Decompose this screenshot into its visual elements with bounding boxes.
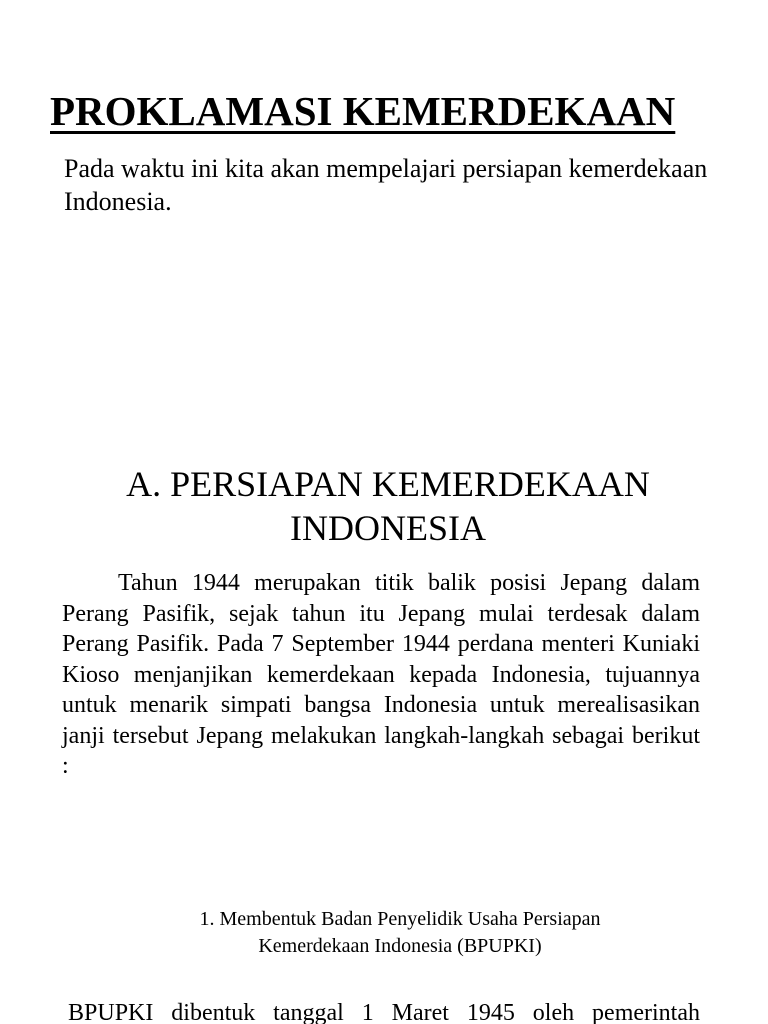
section-heading: A. PERSIAPAN KEMERDEKAAN INDONESIA (126, 464, 650, 548)
list-item-1: 1. Membentuk Badan Penyelidik Usaha Persiapan Kemerdekaan Indonesia (BPUPKI) (199, 908, 601, 957)
intro-text: Pada waktu ini kita akan mempelajari persiapan kemerdekaan Indonesia. (64, 154, 708, 216)
document-title: PROKLAMASI KEMERDEKAAN (50, 88, 676, 134)
continuation-text: BPUPKI dibentuk tanggal 1 Maret 1945 oleh pemerintah (68, 1000, 700, 1024)
section-paragraph: Tahun 1944 merupakan titik balik posisi Jepang dalam Perang Pasifik, sejak tahun itu Jepang mulai terdesak dalam Perang Pasifik. Pada 7 September 1944 perdana menteri Kuniaki Kioso menjanjikan kemerdekaan kepada Indonesia, tujuannya untuk menarik simpati bangsa Indonesia untuk merealisasikan janji tersebut Jepang melakukan langkah-langkah sebagai berikut : (62, 570, 700, 779)
